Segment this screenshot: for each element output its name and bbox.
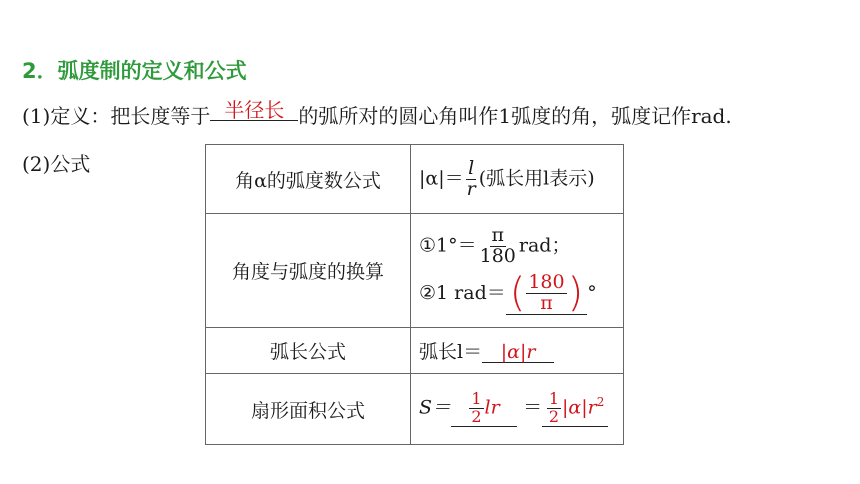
table-row [206, 214, 624, 328]
sector-area-formula [411, 374, 624, 445]
row-label: 角α的弧度数公式 [206, 145, 411, 214]
exponent: 2 [596, 394, 605, 409]
conversion-answer-blank [506, 270, 587, 317]
abs-alpha: |α|＝ [419, 167, 464, 189]
fraction-numerator: l [468, 156, 475, 179]
fraction-denominator: 2 [548, 406, 559, 426]
definition-prefix: (1)定义：把长度等于 [22, 104, 211, 128]
fraction-one-half [469, 388, 483, 426]
table-row [206, 374, 624, 445]
definition-answer-blank: 半径长 [210, 100, 298, 121]
row-label: 弧长公式 [206, 328, 411, 374]
right-paren-icon: ) [567, 270, 584, 317]
line2-prefix: ②1 rad＝ [419, 281, 506, 304]
sector-answer-blank-2 [542, 388, 608, 428]
fraction-numerator: 180 [528, 271, 565, 293]
answer-tail: |α|r [562, 396, 597, 418]
row-label: 角度与弧度的换算 [206, 214, 411, 328]
fraction-denominator: π [540, 291, 553, 314]
radian-to-degree-line [419, 270, 615, 317]
sector-answer-blank-1 [451, 388, 517, 428]
definition-line [22, 100, 732, 129]
formula-table [205, 144, 624, 445]
table-row [206, 328, 624, 374]
formula-title: (2)公式 [22, 152, 91, 176]
left-paren-icon: ( [509, 270, 526, 317]
fraction-pi-over-180 [478, 226, 518, 267]
conversion-formula [411, 214, 624, 328]
arc-length-prefix: 弧长l＝ [419, 341, 483, 363]
line1-prefix: ①1°＝ [419, 234, 477, 257]
fraction-numerator: π [491, 224, 504, 247]
formula-note: (弧长用l表示) [478, 167, 595, 189]
definition-suffix: 的弧所对的圆心角叫作1弧度的角，弧度记作rad. [298, 104, 732, 128]
fraction-one-half [547, 388, 561, 426]
line1-suffix: rad； [518, 234, 571, 257]
fraction-denominator: 2 [471, 406, 482, 426]
fraction-numerator: 1 [548, 388, 559, 408]
fraction-denominator: r [466, 177, 476, 200]
arc-length-answer-blank: |α|r [482, 343, 554, 363]
answer-tail: lr [484, 396, 500, 418]
fraction-numerator: 1 [471, 388, 482, 408]
fraction-l-over-r [465, 156, 478, 200]
line2-suffix: ° [587, 281, 597, 304]
section-heading: 2．弧度制的定义和公式 [22, 59, 247, 83]
arc-length-formula [411, 328, 624, 374]
degree-to-radian-line [419, 226, 615, 267]
table-row [206, 145, 624, 214]
sector-area-prefix: S＝ [419, 396, 452, 418]
row-label: 扇形面积公式 [206, 374, 411, 445]
fraction-180-over-pi [526, 273, 566, 314]
radian-formula [411, 145, 624, 214]
equals-sign: ＝ [523, 396, 543, 418]
fraction-denominator: 180 [479, 245, 516, 268]
